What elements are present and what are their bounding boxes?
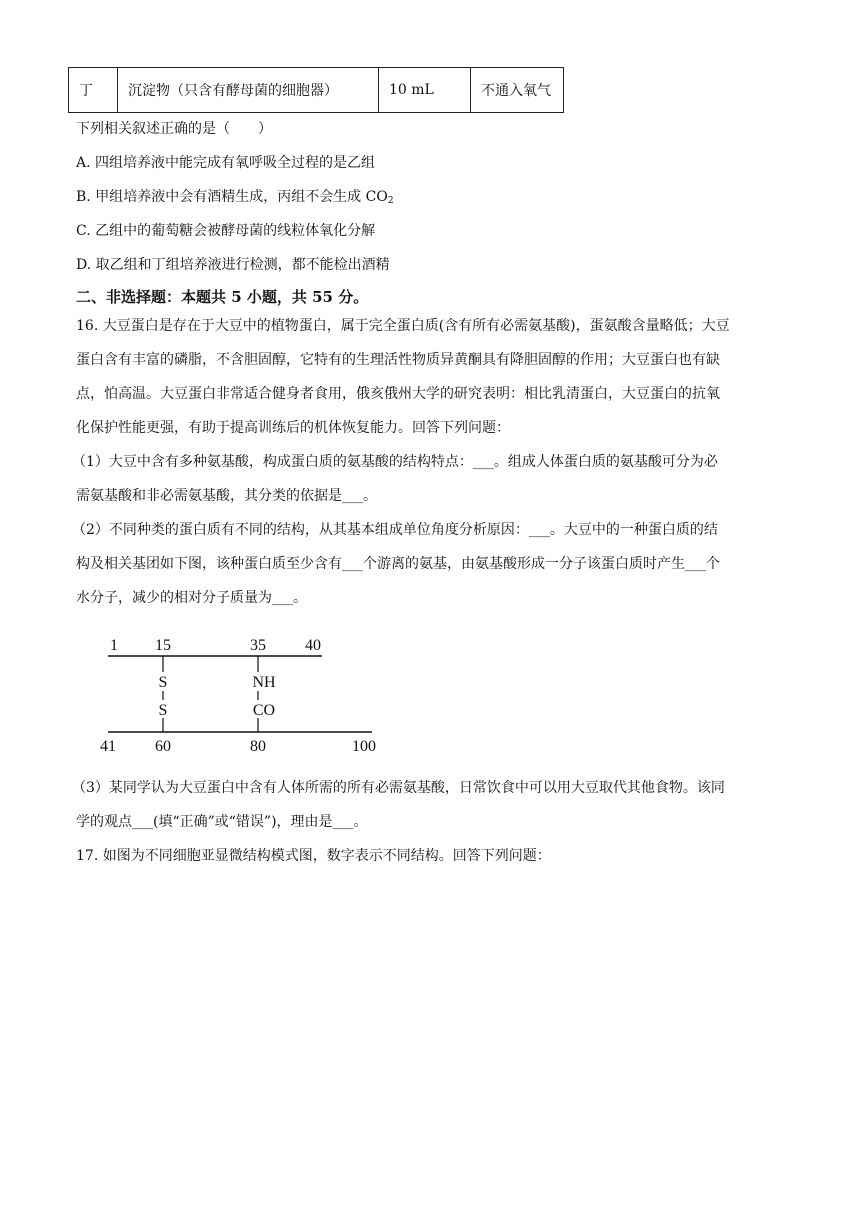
sulfur-label-bottom: S — [158, 702, 168, 719]
question-17-stem: 17. 如图为不同细胞亚显微结构模式图，数字表示不同结构。回答下列问题： — [76, 848, 551, 864]
q16-part2-line-1: （2）不同种类的蛋白质有不同的结构，从其基本组成单位角度分析原因：___。大豆中的一种蛋白质的结 — [72, 522, 718, 538]
option-c: C. 乙组中的葡萄糖会被酵母菌的线粒体氧化分解 — [76, 223, 376, 239]
option-b-subscript: 2 — [387, 196, 394, 206]
q16-line-3: 点，怕高温。大豆蛋白非常适合健身者食用，俄亥俄州大学的研究表明：相比乳清蛋白，大豆蛋白的抗氧 — [76, 386, 720, 402]
top-label-40: 40 — [305, 637, 321, 654]
question-15-stem: 下列相关叙述正确的是（ ） — [76, 121, 272, 137]
table-cell-material: 沉淀物（只含有酵母菌的细胞器） — [118, 68, 379, 113]
section-heading: 二、非选择题：本题共 5 小题，共 55 分。 — [76, 288, 369, 306]
q16-part2-line-2: 构及相关基团如下图，该种蛋白质至少含有___个游离的氨基，由氨基酸形成一分子该蛋白质时产生___个 — [76, 556, 720, 572]
q16-line-2: 蛋白含有丰富的磷脂，不含胆固醇，它特有的生理活性物质异黄酮具有降胆固醇的作用；大豆蛋白也有缺 — [76, 352, 720, 368]
table-cell-condition: 不通入氧气 — [471, 68, 564, 113]
bottom-label-100: 100 — [352, 738, 376, 755]
q16-part3-line-1: （3）某同学认为大豆蛋白中含有人体所需的所有必需氨基酸，日常饮食中可以用大豆取代其他食物。该同 — [72, 780, 725, 796]
table-cell-group: 丁 — [69, 68, 118, 113]
q16-line-1: 16. 大豆蛋白是存在于大豆中的植物蛋白，属于完全蛋白质(含有所有必需氨基酸)，蛋氨酸含量略低；大豆 — [76, 318, 730, 334]
protein-structure-diagram — [96, 628, 386, 758]
q16-line-4: 化保护性能更强，有助于提高训练后的机体恢复能力。回答下列问题： — [76, 420, 510, 436]
q16-part1-line-2: 需氨基酸和非必需氨基酸，其分类的依据是___。 — [76, 488, 377, 504]
table-row — [69, 68, 564, 113]
option-b — [76, 187, 394, 211]
bottom-label-80: 80 — [250, 738, 266, 755]
q16-part2-line-3: 水分子，减少的相对分子质量为___。 — [76, 590, 307, 606]
table-cell-volume: 10 mL — [379, 68, 471, 113]
top-label-35: 35 — [250, 637, 266, 654]
q16-part3-line-2: 学的观点___(填“正确”或“错误”)，理由是___。 — [76, 814, 368, 830]
sulfur-label-top: S — [158, 674, 168, 691]
q16-part1-line-1: （1）大豆中含有多种氨基酸，构成蛋白质的氨基酸的结构特点：___。组成人体蛋白质的氨基酸可分为必 — [72, 454, 718, 470]
top-label-15: 15 — [155, 637, 171, 654]
top-label-1: 1 — [110, 637, 118, 654]
option-a: A. 四组培养液中能完成有氧呼吸全过程的是乙组 — [76, 155, 376, 171]
option-d: D. 取乙组和丁组培养液进行检测，都不能检出酒精 — [76, 257, 390, 273]
option-b-text: B. 甲组培养液中会有酒精生成，丙组不会生成 CO — [76, 189, 388, 205]
bottom-label-60: 60 — [155, 738, 171, 755]
experiment-table — [68, 67, 564, 113]
bottom-label-41: 41 — [100, 738, 116, 755]
co-label: CO — [252, 702, 276, 719]
nh-label: NH — [252, 674, 276, 691]
